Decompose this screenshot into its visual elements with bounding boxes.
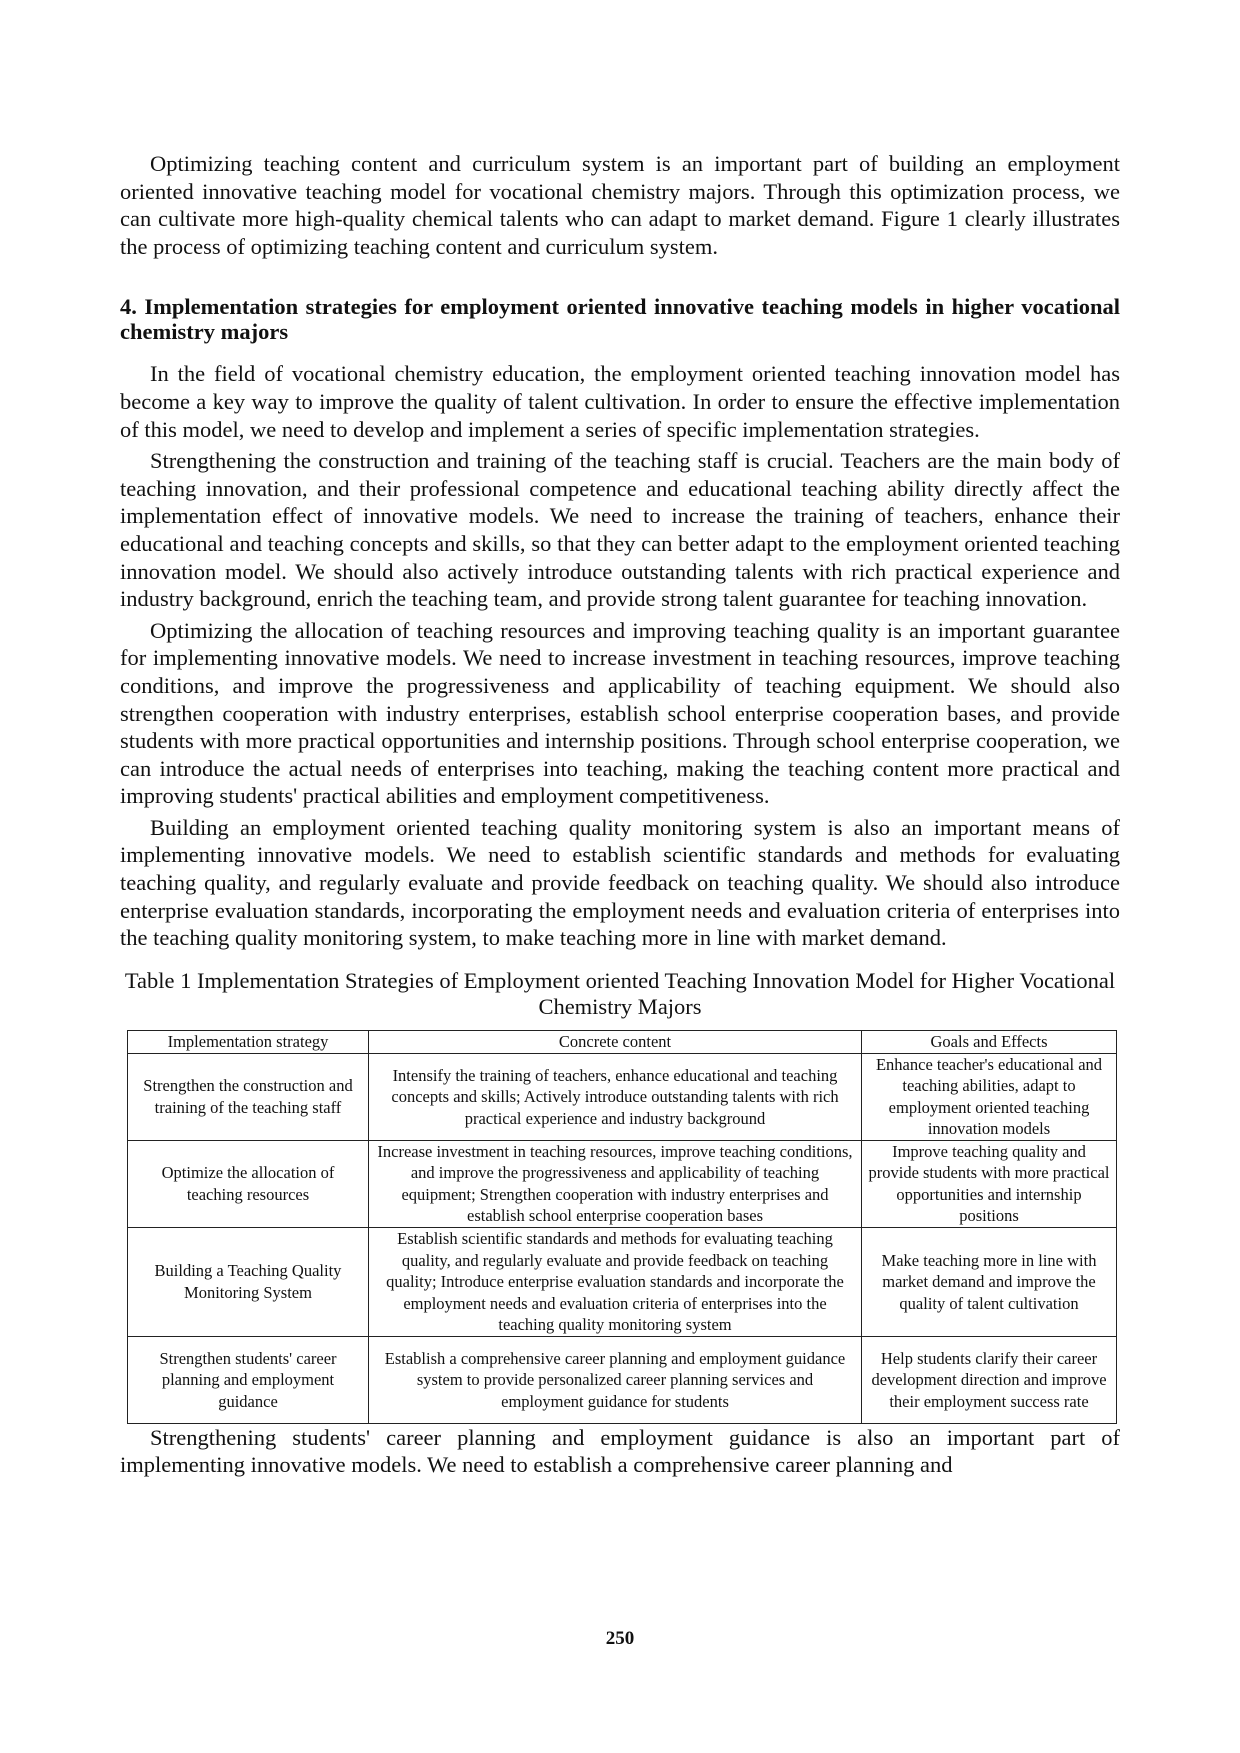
table-cell: Enhance teacher's educational and teaching abilities, adapt to employment oriented teaching innovation models xyxy=(862,1053,1117,1140)
body-paragraph: Building an employment oriented teaching quality monitoring system is also an important means of implementing innovative models. We need to establish scientific standards and methods for evaluating teaching quality, and regularly evaluate and provide feedback on teaching quality. We should also introduce enterprise evaluation standards, incorporating the employment needs and evaluation criteria of enterprises into the teaching quality monitoring system, to make teaching more in line with market demand. xyxy=(120,814,1120,951)
page-number: 250 xyxy=(605,1628,635,1649)
table-caption: Table 1 Implementation Strategies of Employment oriented Teaching Innovation Model for Higher Vocational Chemistry Majors xyxy=(124,967,1116,1019)
table-cell: Make teaching more in line with market demand and improve the quality of talent cultivation xyxy=(862,1227,1117,1336)
body-paragraph: Optimizing the allocation of teaching resources and improving teaching quality is an important guarantee for implementing innovative models. We need to increase investment in teaching resources, improve teaching conditions, and improve the progressiveness and applicability of teaching equipment. We should also strengthen cooperation with industry enterprises, establish school enterprise cooperation bases, and provide students with more practical opportunities and internship positions. Through school enterprise cooperation, we can introduce the actual needs of enterprises into teaching, making the teaching content more practical and improving students' practical abilities and employment competitiveness. xyxy=(120,617,1120,809)
table-row xyxy=(128,1336,1117,1423)
table-row xyxy=(128,1227,1117,1336)
table-cell: Increase investment in teaching resources, improve teaching conditions, and improve the progressiveness and applicability of teaching equipment; Strengthen cooperation with industry enterprises and establish school enterprise cooperation bases xyxy=(369,1140,862,1227)
paper-page xyxy=(120,150,1120,1479)
body-paragraph: Strengthening the construction and training of the teaching staff is crucial. Teachers are the main body of teaching innovation, and their professional competence and educational teaching ability directly affect the implementation effect of innovative models. We need to increase the training of teachers, enhance their educational and teaching concepts and skills, so that they can better adapt to the employment oriented teaching innovation model. We should also actively introduce outstanding talents with rich practical experience and industry background, enrich the teaching team, and provide strong talent guarantee for teaching innovation. xyxy=(120,448,1120,612)
column-header: Implementation strategy xyxy=(128,1030,369,1053)
body-paragraph: In the field of vocational chemistry education, the employment oriented teaching innovation model has become a key way to improve the quality of talent cultivation. In order to ensure the effective implementation of this model, we need to develop and implement a series of specific implementation strategies. xyxy=(120,361,1120,442)
table-row xyxy=(128,1140,1117,1227)
column-header: Goals and Effects xyxy=(862,1030,1117,1053)
table-cell: Strengthen students' career planning and employment guidance xyxy=(128,1336,369,1423)
section-heading: 4. Implementation strategies for employment oriented innovative teaching models in higher vocational chemistry majors xyxy=(120,294,1120,345)
intro-paragraph: Optimizing teaching content and curriculum system is an important part of building an employment oriented innovative teaching model for vocational chemistry majors. Through this optimization process, we can cultivate more high-quality chemical talents who can adapt to market demand. Figure 1 clearly illustrates the process of optimizing teaching content and curriculum system. xyxy=(120,151,1120,259)
column-header: Concrete content xyxy=(369,1030,862,1053)
closing-paragraph: Strengthening students' career planning and employment guidance is also an important part of implementing innovative models. We need to establish a comprehensive career planning and xyxy=(120,1424,1120,1478)
table-cell: Help students clarify their career development direction and improve their employment success rate xyxy=(862,1336,1117,1423)
table-cell: Building a Teaching Quality Monitoring System xyxy=(128,1227,369,1336)
table-cell: Intensify the training of teachers, enhance educational and teaching concepts and skills; Actively introduce outstanding talents with rich practical experience and industry background xyxy=(369,1053,862,1140)
table-cell: Establish scientific standards and methods for evaluating teaching quality, and regularly evaluate and provide feedback on teaching quality; Introduce enterprise evaluation standards and incorporate the employment needs and evaluation criteria of enterprises into the teaching quality monitoring system xyxy=(369,1227,862,1336)
table-cell: Improve teaching quality and provide students with more practical opportunities and internship positions xyxy=(862,1140,1117,1227)
table-cell: Strengthen the construction and training of the teaching staff xyxy=(128,1053,369,1140)
table-cell: Establish a comprehensive career planning and employment guidance system to provide personalized career planning services and employment guidance for students xyxy=(369,1336,862,1423)
table-header-row xyxy=(128,1030,1117,1053)
table-cell: Optimize the allocation of teaching resources xyxy=(128,1140,369,1227)
table-row xyxy=(128,1053,1117,1140)
strategies-table xyxy=(127,1030,1117,1424)
